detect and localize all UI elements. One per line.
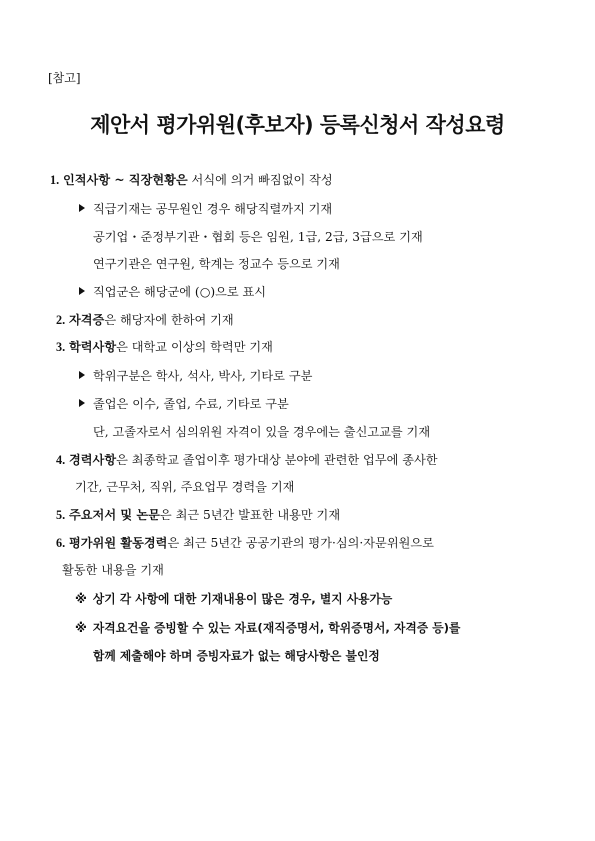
note-2 [75, 620, 460, 636]
item-number: 5. [56, 508, 66, 522]
item-1-bullet-1 [79, 201, 332, 217]
page-title: 제안서 평가위원(후보자) 등록신청서 작성요령 [90, 113, 505, 137]
item-heading: 평가위원 활동경력 [69, 536, 168, 550]
item-number: 6. [56, 536, 66, 550]
bullet-text: 직급기재는 공무원인 경우 해당직렬까지 기재 [93, 202, 333, 216]
item-heading: 학력사항 [69, 340, 117, 354]
item-6-continuation: 활동한 내용을 기재 [62, 563, 164, 577]
triangle-bullet-icon [79, 399, 85, 407]
item-3-bullet-2 [79, 396, 289, 412]
triangle-bullet-icon [79, 204, 85, 212]
item-1 [50, 172, 333, 188]
item-heading: 인적사항 ~ 직장현황은 [63, 173, 188, 187]
note-2-continuation: 함께 제출해야 하며 증빙자료가 없는 해당사항은 불인정 [93, 649, 380, 663]
item-3-bullet-1 [79, 368, 312, 384]
item-1-bullet-1-continuation-2: 연구기관은 연구원, 학계는 정교수 등으로 기재 [93, 257, 340, 271]
item-5 [56, 507, 340, 523]
item-text: 서식에 의거 빠짐없이 작성 [187, 173, 333, 187]
item-4-continuation: 기간, 근무처, 직위, 주요업무 경력을 기재 [75, 480, 295, 494]
note-text: 상기 각 사항에 대한 기재내용이 많은 경우, 별지 사용가능 [92, 592, 393, 606]
bullet-text: 직업군은 해당군에 (○)으로 표시 [93, 285, 267, 299]
item-1-bullet-1-continuation-1: 공기업・준정부기관・협회 등은 임원, 1급, 2급, 3급으로 기재 [93, 230, 423, 244]
reference-tag: [참고] [48, 71, 81, 85]
item-text: 은 해당자에 한하여 기재 [104, 313, 234, 327]
item-text: 은 최근 5년간 공공기관의 평가·심의·자문위원으로 [167, 536, 434, 550]
item-2 [56, 312, 234, 328]
item-6 [56, 535, 434, 551]
triangle-bullet-icon [79, 371, 85, 379]
bullet-text: 학위구분은 학사, 석사, 박사, 기타로 구분 [93, 369, 313, 383]
reference-mark-icon: ※ [75, 621, 87, 635]
item-number: 2. [56, 313, 66, 327]
item-4 [56, 452, 438, 468]
bullet-text: 졸업은 이수, 졸업, 수료, 기타로 구분 [93, 397, 289, 411]
item-heading: 경력사항 [69, 453, 117, 467]
item-heading: 주요저서 및 논문 [69, 508, 160, 522]
item-number: 4. [56, 453, 66, 467]
item-3 [56, 339, 273, 355]
note-1 [75, 591, 392, 607]
reference-mark-icon: ※ [75, 592, 87, 606]
item-number: 1. [50, 173, 60, 187]
item-3-bullet-2-continuation: 단, 고졸자로서 심의위원 자격이 있을 경우에는 출신고교를 기재 [93, 425, 431, 439]
item-heading: 자격증 [69, 313, 105, 327]
note-text: 자격요건을 증빙할 수 있는 자료(재직증명서, 학위증명서, 자격증 등)를 [92, 621, 461, 635]
item-text: 은 최종학교 졸업이후 평가대상 분야에 관련한 업무에 종사한 [116, 453, 438, 467]
item-text: 은 대학교 이상의 학력만 기재 [116, 340, 273, 354]
triangle-bullet-icon [79, 287, 85, 295]
item-number: 3. [56, 340, 66, 354]
item-1-bullet-2 [79, 284, 266, 300]
item-text: 은 최근 5년간 발표한 내용만 기재 [159, 508, 341, 522]
